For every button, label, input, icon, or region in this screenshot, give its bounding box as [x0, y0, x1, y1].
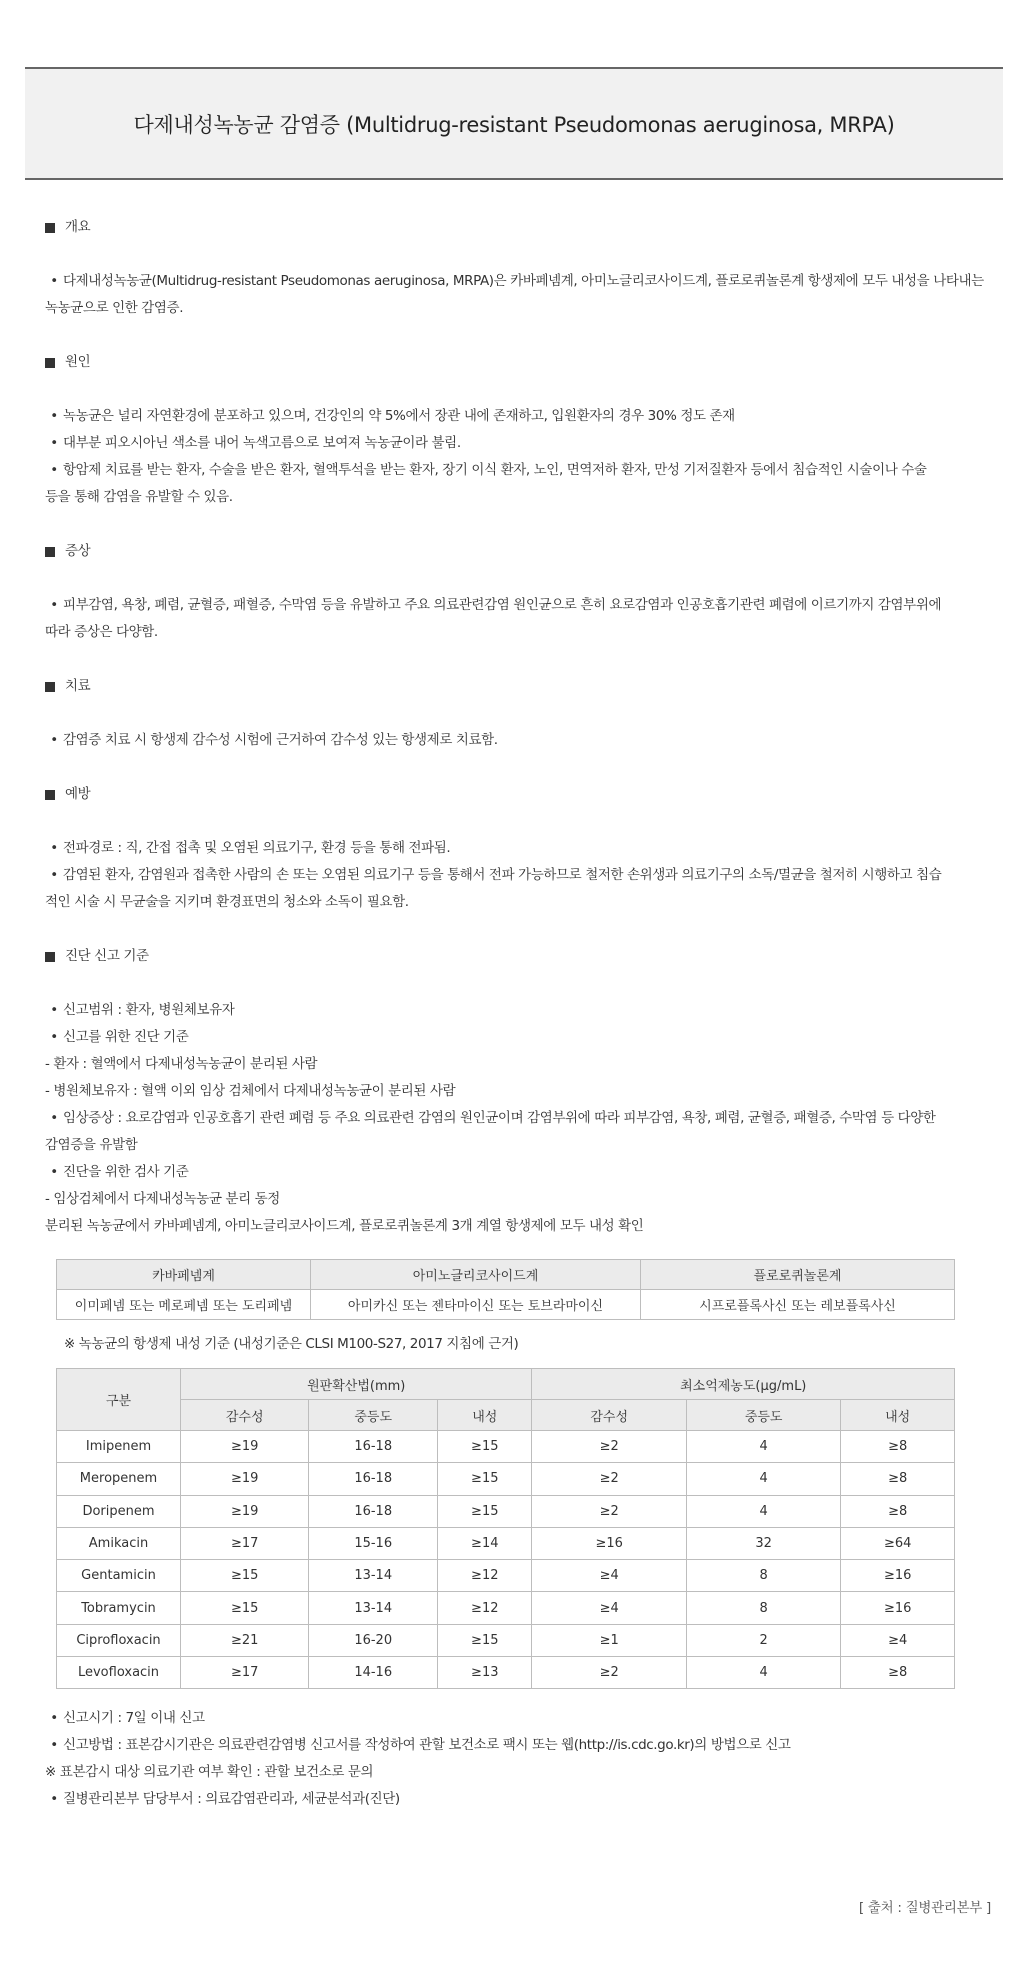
table-row: [57, 1290, 955, 1320]
bullet-item: [45, 997, 990, 1024]
table-cell: 4: [686, 1657, 840, 1689]
table-cell: 4: [686, 1463, 840, 1495]
antibiotic-class-table: [56, 1259, 955, 1320]
bullet-text: 신고방법 : 표본감시기관은 의료관련감염병 신고서를 작성하여 관할 보건소로 팩시 또는 웹(http://is.cdc.go.kr)의 방법으로 신고: [63, 1737, 791, 1753]
section-heading: [45, 538, 990, 565]
text-line: 감염증을 유발함: [45, 1137, 138, 1153]
table-cell: ≥19: [181, 1495, 309, 1527]
table-cell: ≥15: [181, 1560, 309, 1592]
table-cell: ≥8: [841, 1495, 955, 1527]
table-cell: 13-14: [309, 1592, 438, 1624]
bullet-item: [45, 430, 990, 457]
table-cell: 16-20: [309, 1624, 438, 1656]
table-row: [57, 1657, 955, 1689]
table-cell: 2: [686, 1624, 840, 1656]
square-bullet-icon: [45, 790, 55, 800]
bullet-item: [45, 1159, 990, 1186]
bullet-dot-icon: •: [50, 1029, 58, 1045]
bullet-text: 진단을 위한 검사 기준: [63, 1164, 189, 1180]
bullet-dot-icon: •: [50, 1791, 58, 1807]
table-cell: 아미카신 또는 젠타마이신 또는 토브라마이신: [311, 1290, 641, 1320]
antibiotic-name-cell: Meropenem: [57, 1463, 181, 1495]
table-cell: ≥13: [438, 1657, 532, 1689]
bullet-dot-icon: •: [50, 273, 58, 289]
bullet-item: [45, 457, 990, 484]
bullet-item: [45, 403, 990, 430]
bullet-item: [45, 727, 990, 754]
table-cell: ≥15: [438, 1431, 532, 1463]
bullet-item: [45, 592, 990, 619]
table-cell: ≥15: [438, 1624, 532, 1656]
table-cell: ≥15: [438, 1463, 532, 1495]
antibiotic-name-cell: Doripenem: [57, 1495, 181, 1527]
table-cell: ≥4: [532, 1592, 686, 1624]
table-cell: 16-18: [309, 1495, 438, 1527]
text-line: 따라 증상은 다양함.: [45, 624, 158, 640]
bullet-dot-icon: •: [50, 1002, 58, 1018]
table-cell: ≥14: [438, 1527, 532, 1559]
bullet-item: [45, 1786, 990, 1813]
bullet-dot-icon: •: [50, 1164, 58, 1180]
table-cell: 시프로플록사신 또는 레보플록사신: [641, 1290, 955, 1320]
criteria-note: ※ 녹농균의 항생제 내성 기준 (내성기준은 CLSI M100-S27, 2017 지침에 근거): [64, 1336, 519, 1352]
bullet-text: 감염된 환자, 감염원과 접촉한 사람의 손 또는 오염된 의료기구 등을 통해서 전파 가능하므로 철저한 손위생과 의료기구의 소독/멸균을 철저히 시행하고 침습: [63, 867, 942, 883]
table-row: [57, 1495, 955, 1527]
bullet-dot-icon: •: [50, 867, 58, 883]
table-cell: ≥4: [841, 1624, 955, 1656]
bullet-dot-icon: •: [50, 408, 58, 424]
table-cell: ≥2: [532, 1495, 686, 1527]
bullet-item: [45, 268, 990, 295]
table-cell: ≥4: [532, 1560, 686, 1592]
section-heading-text: 예방: [65, 786, 91, 802]
table-header-row: [57, 1369, 955, 1400]
bullet-dot-icon: •: [50, 1110, 58, 1126]
bullet-text: 감염증 치료 시 항생제 감수성 시험에 근거하여 감수성 있는 항생제로 치료함.: [63, 732, 498, 748]
table-cell: 15-16: [309, 1527, 438, 1559]
table-cell: ≥8: [841, 1431, 955, 1463]
antibiotic-name-cell: Imipenem: [57, 1431, 181, 1463]
text-line: 녹농균으로 인한 감염증.: [45, 300, 184, 316]
table-row: [57, 1463, 955, 1495]
table-cell: ≥16: [532, 1527, 686, 1559]
table-cell: 4: [686, 1431, 840, 1463]
table-cell: 14-16: [309, 1657, 438, 1689]
table-cell: ≥1: [532, 1624, 686, 1656]
bullet-text: 다제내성녹농균(Multidrug-resistant Pseudomonas aeruginosa, MRPA)은 카바페넴계, 아미노글리코사이드계, 플로로퀴놀론계 항생제에 모두 내성을 나타내는: [63, 273, 984, 289]
table-header-cell: 최소억제농도(μg/mL): [532, 1369, 955, 1400]
table-header-cell: 감수성: [532, 1400, 686, 1431]
bullet-dot-icon: •: [50, 597, 58, 613]
bullet-text: 질병관리본부 담당부서 : 의료감염관리과, 세균분석과(진단): [63, 1791, 400, 1807]
bullet-item: [45, 835, 990, 862]
bullet-item: [45, 1732, 990, 1759]
text-line: ※ 표본감시 대상 의료기관 여부 확인 : 관할 보건소로 문의: [45, 1764, 374, 1780]
antibiotic-name-cell: Levofloxacin: [57, 1657, 181, 1689]
table-header-cell: 원판확산법(mm): [181, 1369, 532, 1400]
table-cell: 8: [686, 1592, 840, 1624]
title-box: [25, 67, 1003, 180]
page-title: 다제내성녹농균 감염증 (Multidrug-resistant Pseudomonas aeruginosa, MRPA): [133, 112, 895, 137]
antibiotic-name-cell: Gentamicin: [57, 1560, 181, 1592]
antibiotic-name-cell: Amikacin: [57, 1527, 181, 1559]
table-cell: 이미페넴 또는 메로페넴 또는 도리페넴: [57, 1290, 311, 1320]
table-subheader-row: [57, 1400, 955, 1431]
section-heading: [45, 781, 990, 808]
reporting-info: [45, 1705, 990, 1813]
table-cell: ≥2: [532, 1431, 686, 1463]
table-cell: ≥16: [841, 1560, 955, 1592]
table-cell: 8: [686, 1560, 840, 1592]
bullet-text: 항암제 치료를 받는 환자, 수술을 받은 환자, 혈액투석을 받는 환자, 장기 이식 환자, 노인, 면역저하 환자, 만성 기저질환자 등에서 침습적인 시술이나 수술: [63, 462, 927, 478]
table-header-cell: 구분: [57, 1369, 181, 1431]
table-cell: ≥2: [532, 1657, 686, 1689]
text-line: 적인 시술 시 무균술을 지키며 환경표면의 청소와 소독이 필요함.: [45, 894, 409, 910]
antibiotic-name-cell: Tobramycin: [57, 1592, 181, 1624]
bullet-dot-icon: •: [50, 462, 58, 478]
section-heading: [45, 943, 990, 970]
table-row: [57, 1560, 955, 1592]
bullet-text: 신고시기 : 7일 이내 신고: [63, 1710, 205, 1726]
text-line: - 환자 : 혈액에서 다제내성녹농균이 분리된 사람: [45, 1056, 318, 1072]
square-bullet-icon: [45, 358, 55, 368]
bullet-item: [45, 862, 990, 889]
bullet-item: [45, 1705, 990, 1732]
bullet-text: 전파경로 : 직, 간접 접촉 및 오염된 의료기구, 환경 등을 통해 전파됨.: [63, 840, 451, 856]
antibiotic-name-cell: Ciprofloxacin: [57, 1624, 181, 1656]
text-line: 분리된 녹농균에서 카바페넴계, 아미노글리코사이드계, 플로로퀴놀론계 3개 계열 항생제에 모두 내성 확인: [45, 1218, 644, 1234]
bullet-dot-icon: •: [50, 840, 58, 856]
section-heading: [45, 349, 990, 376]
table-cell: ≥12: [438, 1592, 532, 1624]
table-header-cell: 감수성: [181, 1400, 309, 1431]
table-cell: ≥17: [181, 1657, 309, 1689]
table-cell: ≥8: [841, 1657, 955, 1689]
square-bullet-icon: [45, 223, 55, 233]
square-bullet-icon: [45, 952, 55, 962]
table-row: [57, 1431, 955, 1463]
table-cell: ≥8: [841, 1463, 955, 1495]
section-heading-text: 개요: [65, 219, 91, 235]
table-row: [57, 1624, 955, 1656]
table-cell: ≥19: [181, 1463, 309, 1495]
resistance-criteria-table: [56, 1368, 955, 1689]
table-cell: ≥19: [181, 1431, 309, 1463]
table-header-cell: 중등도: [686, 1400, 840, 1431]
table-cell: ≥17: [181, 1527, 309, 1559]
bullet-dot-icon: •: [50, 435, 58, 451]
section-heading: [45, 673, 990, 700]
bullet-item: [45, 1024, 990, 1051]
bullet-text: 녹농균은 널리 자연환경에 분포하고 있으며, 건강인의 약 5%에서 장관 내에 존재하고, 입원환자의 경우 30% 정도 존재: [63, 408, 735, 424]
table-header-cell: 내성: [438, 1400, 532, 1431]
table-header-cell: 내성: [841, 1400, 955, 1431]
table-cell: ≥12: [438, 1560, 532, 1592]
table-header-cell: 중등도: [309, 1400, 438, 1431]
table-cell: ≥16: [841, 1592, 955, 1624]
table-cell: ≥15: [438, 1495, 532, 1527]
table-row: [57, 1592, 955, 1624]
table-cell: ≥64: [841, 1527, 955, 1559]
table-cell: 4: [686, 1495, 840, 1527]
table-cell: 13-14: [309, 1560, 438, 1592]
table-cell: ≥2: [532, 1463, 686, 1495]
section-heading: [45, 214, 990, 241]
section-heading-text: 진단 신고 기준: [65, 948, 149, 964]
bullet-item: [45, 1105, 990, 1132]
bullet-text: 신고범위 : 환자, 병원체보유자: [63, 1002, 235, 1018]
source-credit: [ 출처 : 질병관리본부 ]: [858, 1900, 991, 1916]
bullet-text: 대부분 피오시아닌 색소를 내어 녹색고름으로 보여져 녹농균이라 불림.: [63, 435, 461, 451]
table-cell: ≥21: [181, 1624, 309, 1656]
bullet-dot-icon: •: [50, 1710, 58, 1726]
bullet-text: 신고를 위한 진단 기준: [63, 1029, 189, 1045]
text-line: - 병원체보유자 : 혈액 이외 임상 검체에서 다제내성녹농균이 분리된 사람: [45, 1083, 456, 1099]
square-bullet-icon: [45, 547, 55, 557]
bullet-text: 임상증상 : 요로감염과 인공호흡기 관련 폐렴 등 주요 의료관련 감염의 원인균이며 감염부위에 따라 피부감염, 욕창, 폐렴, 균혈증, 패혈증, 수막염 등 다양한: [63, 1110, 936, 1126]
section-heading-text: 원인: [65, 354, 91, 370]
section-heading-text: 증상: [65, 543, 91, 559]
section-heading-text: 치료: [65, 678, 91, 694]
table-cell: 16-18: [309, 1463, 438, 1495]
table-header-cell: 카바페넴계: [57, 1260, 311, 1290]
table-header-row: [57, 1260, 955, 1290]
main-content: [45, 214, 990, 1240]
table-row: [57, 1527, 955, 1559]
bullet-dot-icon: •: [50, 732, 58, 748]
table-cell: ≥15: [181, 1592, 309, 1624]
table-cell: 16-18: [309, 1431, 438, 1463]
text-line: 등을 통해 감염을 유발할 수 있음.: [45, 489, 233, 505]
square-bullet-icon: [45, 682, 55, 692]
text-line: - 임상검체에서 다제내성녹농균 분리 동정: [45, 1191, 280, 1207]
bullet-text: 피부감염, 욕창, 폐렴, 균혈증, 패혈증, 수막염 등을 유발하고 주요 의료관련감염 원인균으로 흔히 요로감염과 인공호흡기관련 폐렴에 이르기까지 감염부위에: [63, 597, 942, 613]
table-header-cell: 아미노글리코사이드계: [311, 1260, 641, 1290]
table-cell: 32: [686, 1527, 840, 1559]
bullet-dot-icon: •: [50, 1737, 58, 1753]
table-header-cell: 플로로퀴놀론계: [641, 1260, 955, 1290]
